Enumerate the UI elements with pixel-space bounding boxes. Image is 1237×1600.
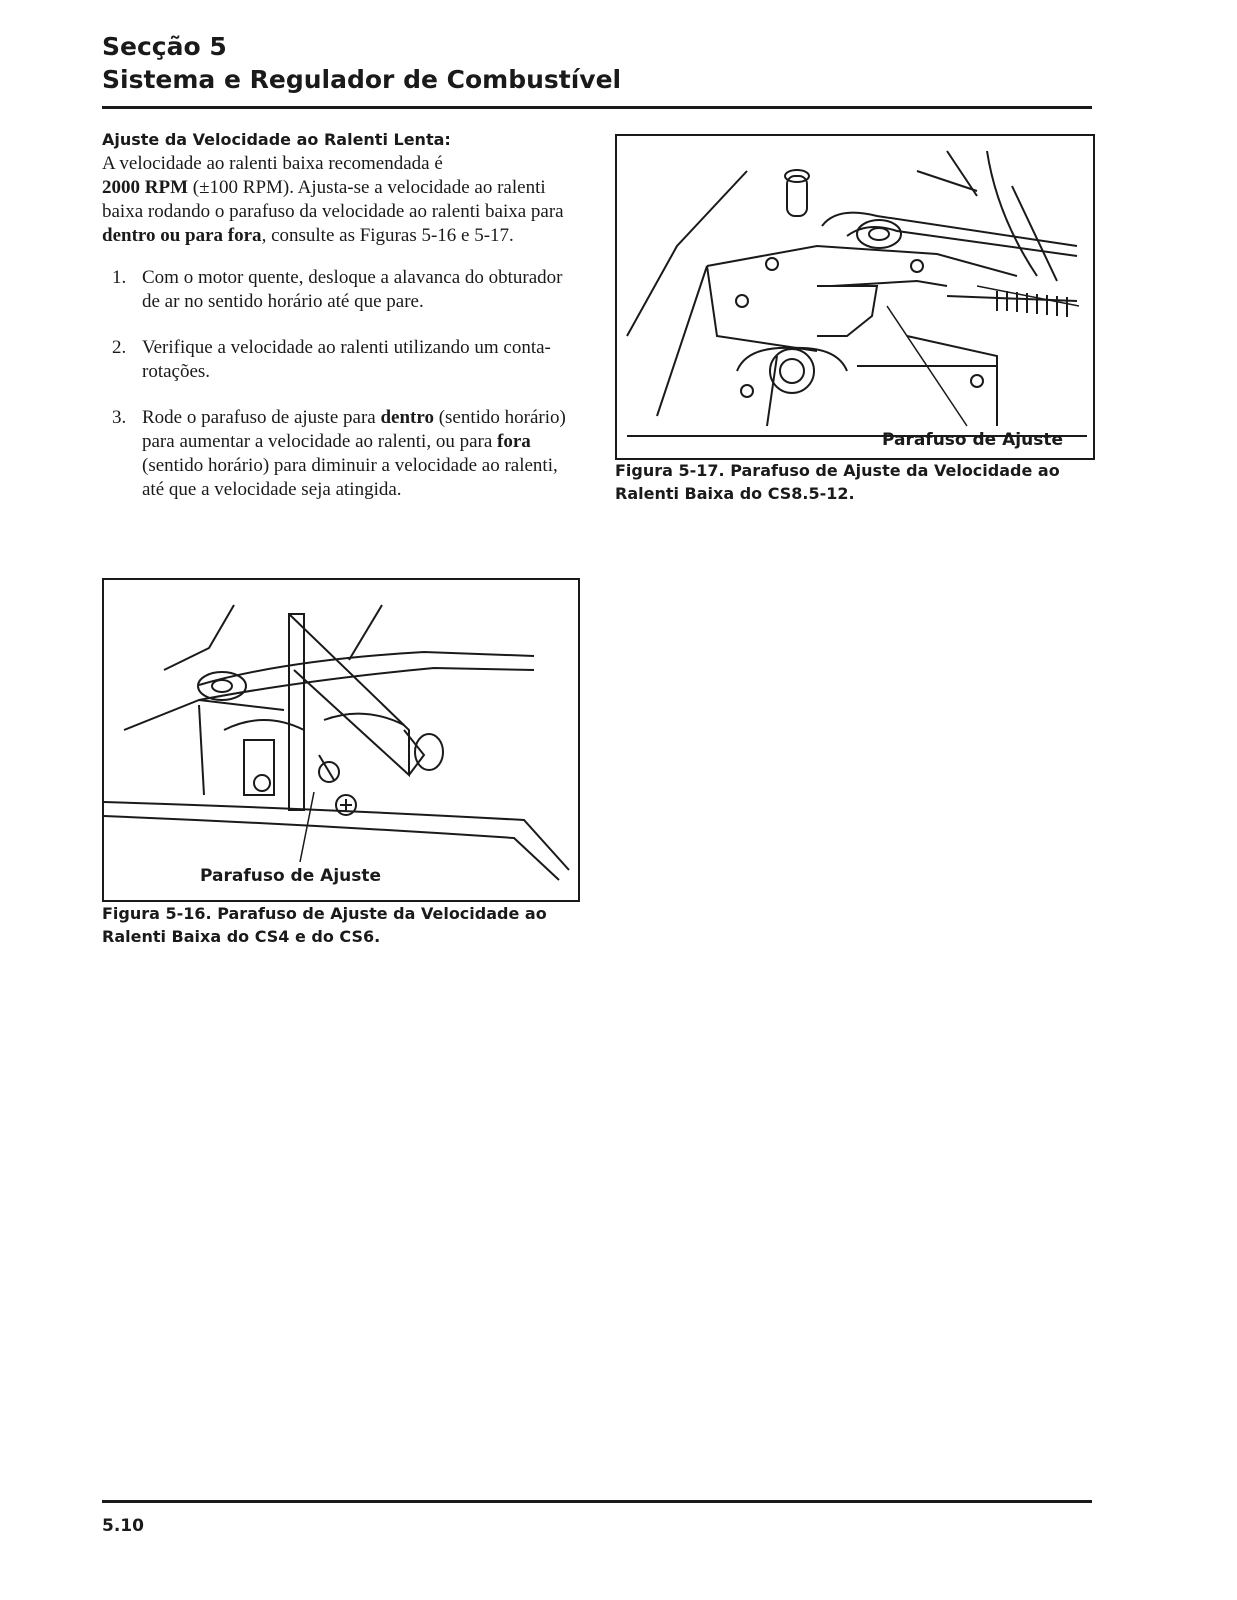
figure-5-17-caption: Figura 5-17. Parafuso de Ajuste da Velocidade ao Ralenti Baixa do CS8.5-12. xyxy=(615,461,1060,503)
left-column xyxy=(102,128,582,524)
section-number: Secção 5 xyxy=(102,32,227,61)
step-text-post: (sentido horário) para diminuir a velocidade ao ralenti, até que a velocidade seja atingida. xyxy=(142,455,558,500)
step-item xyxy=(102,406,582,502)
page-number: 5.10 xyxy=(102,1516,144,1536)
section-title: Sistema e Regulador de Combustível xyxy=(102,65,622,94)
figure-5-16-label: Parafuso de Ajuste xyxy=(200,866,382,886)
header-rule xyxy=(102,106,1092,109)
step-bold-out: fora xyxy=(497,431,531,452)
section-header xyxy=(102,30,1092,96)
step-item xyxy=(102,266,582,314)
intro-text-2: (±100 RPM). Ajusta-se a velocidade ao ralenti baixa rodando o parafuso da velocidade ao ralenti baixa para xyxy=(102,177,564,222)
figure-5-17-illustration xyxy=(617,136,1093,458)
direction-text: dentro ou para fora xyxy=(102,225,262,246)
figure-5-16-caption: Figura 5-16. Parafuso de Ajuste da Velocidade ao Ralenti Baixa do CS4 e do CS6. xyxy=(102,904,547,946)
step-text-pre: Rode o parafuso de ajuste para xyxy=(142,407,381,428)
intro-text-3: , consulte as Figuras 5-16 e 5-17. xyxy=(261,225,514,246)
step-text-mid: (sentido horário) para aumentar a velocidade ao ralenti, ou para xyxy=(142,407,566,452)
step-text: Verifique a velocidade ao ralenti utilizando um conta-rotações. xyxy=(142,337,551,382)
rpm-value: 2000 RPM xyxy=(102,177,189,198)
step-number: 2. xyxy=(112,337,127,358)
subheading: Ajuste da Velocidade ao Ralenti Lenta: xyxy=(102,130,451,149)
figure-5-17 xyxy=(615,134,1095,460)
figure-5-17-label: Parafuso de Ajuste xyxy=(881,430,1063,450)
intro-paragraph xyxy=(102,152,582,248)
step-text: Com o motor quente, desloque a alavanca do obturador de ar no sentido horário até que pare. xyxy=(142,267,563,312)
step-number: 3. xyxy=(112,407,127,428)
figure-5-16 xyxy=(102,578,580,902)
step-number: 1. xyxy=(112,267,127,288)
step-bold-in: dentro xyxy=(380,407,434,428)
step-item xyxy=(102,336,582,384)
footer-rule xyxy=(102,1500,1092,1503)
figure-5-16-illustration xyxy=(104,580,578,900)
steps-list xyxy=(102,266,582,502)
intro-text-1: A velocidade ao ralenti baixa recomendada é xyxy=(102,153,443,174)
